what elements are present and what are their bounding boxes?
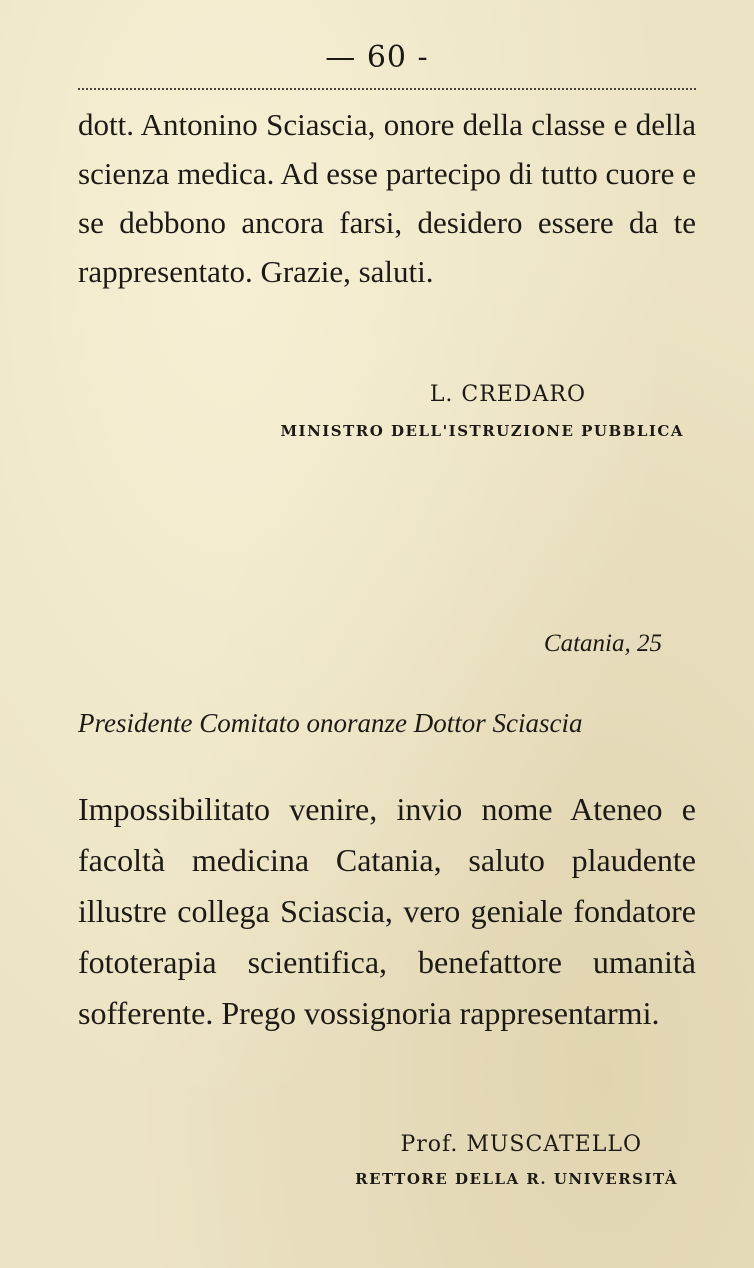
- letter2-body: Impossibilitato venire, invio nome Ateneo e facoltà medicina Catania, saluto plaudente illustre collega Sciascia, vero geniale fondatore fototerapia scientifica, benefattore umanità sofferente. Prego vossignoria rappresentarmi.: [78, 791, 696, 1031]
- letter1-body: dott. Antonino Sciascia, onore della classe e della scienza medica. Ad esse partecipo di tutto cuore e se debbono ancora farsi, desidero essere da te rappresentato. Grazie, saluti.: [78, 107, 696, 289]
- letter2-recipient: Presidente Comitato onoranze Dottor Sciascia: [78, 708, 583, 738]
- page-number: — 60 -: [325, 40, 429, 75]
- letter2-signature-name: Prof. MUSCATELLO: [400, 1132, 642, 1157]
- dotted-divider: [78, 88, 696, 90]
- letter2-dateline: Catania, 25: [543, 630, 662, 657]
- letter2-signature-title: RETTORE DELLA R. UNIVERSITÀ: [355, 1170, 678, 1188]
- letter1-signature-title: MINISTRO DELL'ISTRUZIONE PUBBLICA: [280, 422, 684, 440]
- letter1-signature-name: L. CREDARO: [429, 382, 586, 407]
